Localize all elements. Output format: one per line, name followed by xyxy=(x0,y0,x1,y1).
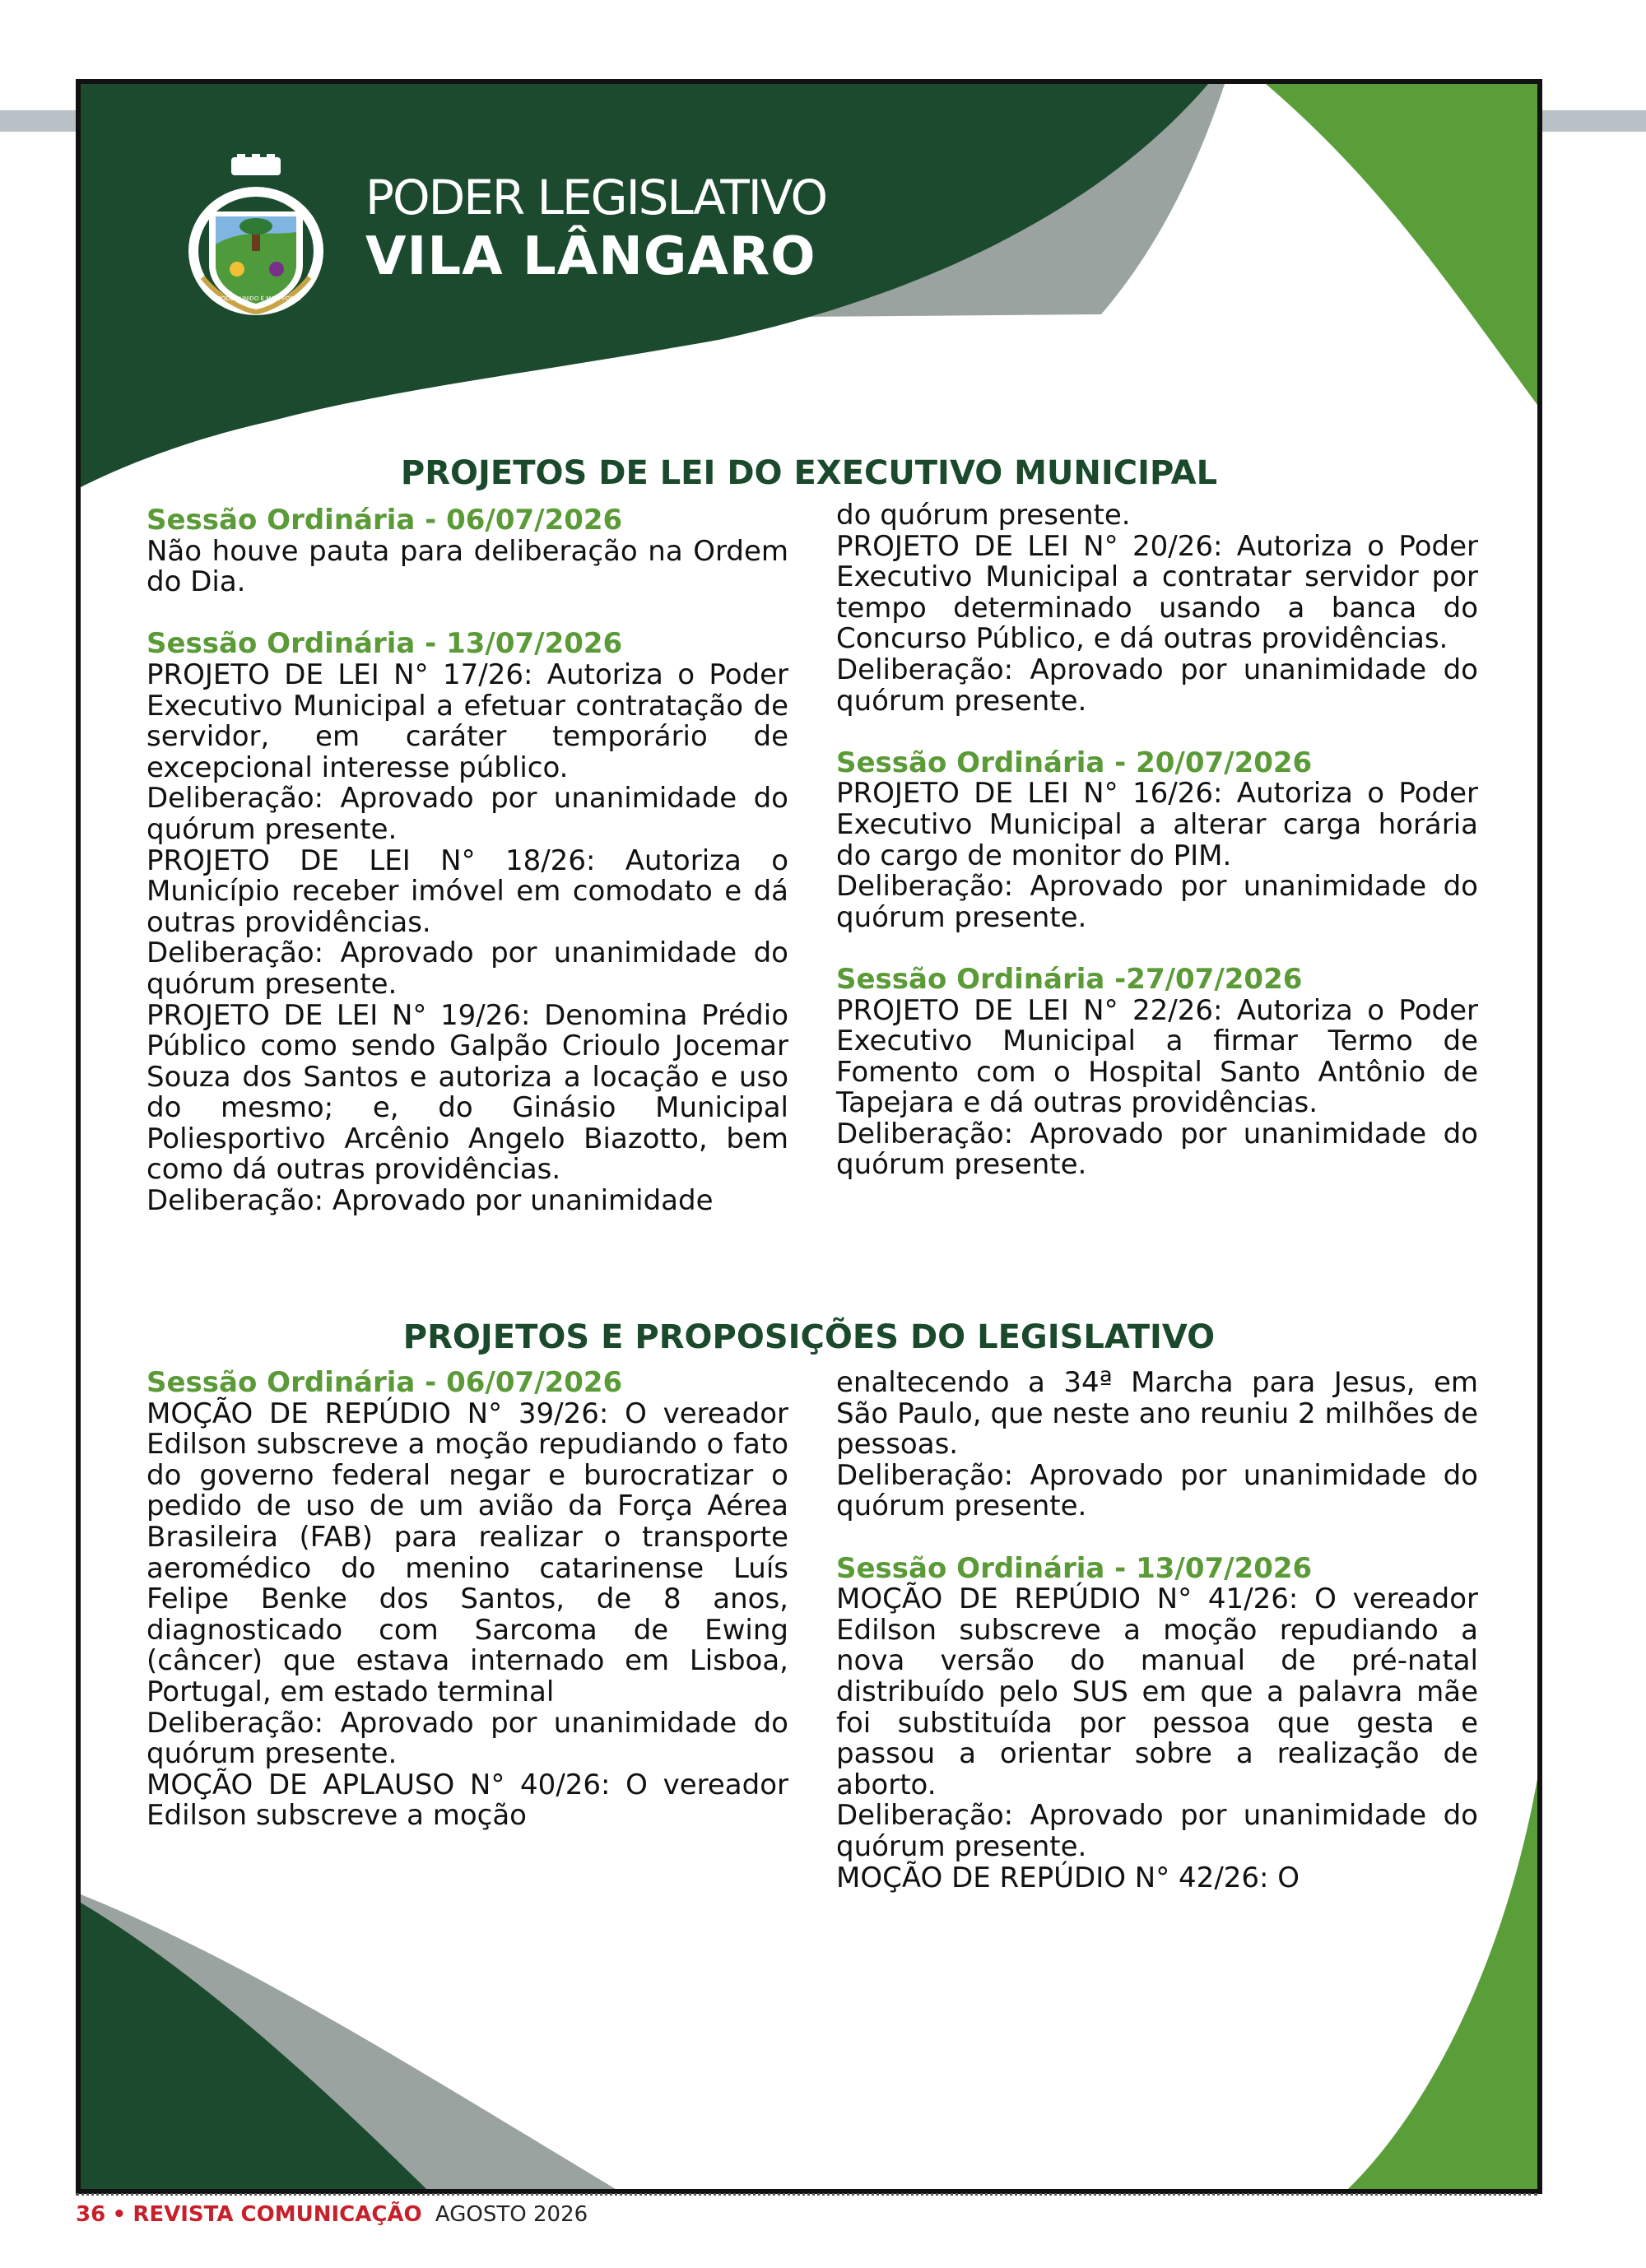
page-number: 36 xyxy=(76,2202,106,2227)
paragraph: Deliberação: Aprovado por unanimidade do quórum presente. xyxy=(836,870,1478,934)
paragraph: PROJETO DE LEI N° 19/26: Denomina Prédio Público como sendo Galpão Crioulo Jocemar Souza dos Santos e autoriza a locação e uso do mesmo; e, do Ginásio Municipal Poliesportivo Arcênio Angelo Biazotto, bem como dá outras providências. xyxy=(146,998,788,1187)
header-title-line2: VILA LÂNGARO xyxy=(365,226,816,287)
paragraph: Deliberação: Aprovado por unanimidade do quórum presente. xyxy=(836,1117,1478,1182)
section1-left-column xyxy=(146,505,788,1217)
paragraph-gap xyxy=(146,598,788,630)
session-heading: Sessão Ordinária - 06/07/2026 xyxy=(146,1366,623,1399)
paragraph: Deliberação: Aprovado por unanimidade do quórum presente. xyxy=(146,936,788,1001)
section2-title: PROJETOS E PROPOSIÇÕES DO LEGISLATIVO xyxy=(402,1318,1216,1356)
page-frame xyxy=(76,79,1542,2194)
paragraph: Não houve pauta para deliberação na Ordem do Dia. xyxy=(146,534,788,599)
paragraph-gap xyxy=(836,1522,1478,1554)
footer-dotted-rule xyxy=(76,2193,1537,2196)
paragraph: MOÇÃO DE REPÚDIO N° 39/26: O vereador Edilson subscreve a moção repudiando o fato do governo federal negar e burocratizar o pedido de uso de um avião da Força Aérea Brasileira (FAB) para realizar o transporte aeromédico do menino catarinense Luís Felipe Benke dos Santos, de 8 anos, diagnosticado com Sarcoma de Ewing (câncer) que estava internado em Lisboa, Portugal, em estado terminal xyxy=(146,1397,788,1708)
paragraph: Deliberação: Aprovado por unanimidade do quórum presente. xyxy=(836,1799,1478,1863)
paragraph: Deliberação: Aprovado por unanimidade do quórum presente. xyxy=(146,1706,788,1771)
municipal-crest-logo xyxy=(186,154,326,318)
paragraph: do quórum presente. xyxy=(836,499,1131,532)
right-grey-bar xyxy=(1534,110,1646,132)
publication-name: REVISTA COMUNICAÇÃO xyxy=(133,2202,422,2227)
paragraph: PROJETO DE LEI N° 20/26: Autoriza o Poder Executivo Municipal a contratar servidor por tempo determinado usando a banca do Concurso Público, e dá outras providências. xyxy=(836,529,1478,656)
svg-text:O PODER UNIDO É MAIS FORTE: O PODER UNIDO É MAIS FORTE xyxy=(211,295,301,302)
paragraph-gap xyxy=(836,933,1478,964)
paragraph: Deliberação: Aprovado por unanimidade do quórum presente. xyxy=(836,1458,1478,1523)
session-heading: Sessão Ordinária - 20/07/2026 xyxy=(836,746,1313,779)
session-heading: Sessão Ordinária - 13/07/2026 xyxy=(146,627,623,661)
paragraph: PROJETO DE LEI N° 16/26: Autoriza o Poder Executivo Municipal a alterar carga horária do cargo de monitor do PIM. xyxy=(836,777,1478,872)
paragraph: enaltecendo a 34ª Marcha para Jesus, em São Paulo, que neste ano reuniu 2 milhões de pessoas. xyxy=(836,1366,1478,1462)
session-heading: Sessão Ordinária - 13/07/2026 xyxy=(836,1551,1313,1585)
section2-right-column xyxy=(836,1368,1478,1894)
paragraph: Deliberação: Aprovado por unanimidade do quórum presente. xyxy=(836,653,1478,718)
paragraph: MOÇÃO DE REPÚDIO N° 41/26: O vereador Edilson subscreve a moção repudiando a nova versão do manual de pré-natal distribuído pelo SUS em que a palavra mãe foi substituída por pessoa que gesta e passou a orientar sobre a realização de aborto. xyxy=(836,1582,1478,1801)
paragraph: PROJETO DE LEI N° 17/26: Autoriza o Poder Executivo Municipal a efetuar contratação de servidor, em caráter temporário de excepcional interesse público. xyxy=(146,658,788,784)
session-heading: Sessão Ordinária -27/07/2026 xyxy=(836,962,1303,996)
section1-title: PROJETOS DE LEI DO EXECUTIVO MUNICIPAL xyxy=(400,454,1218,492)
paragraph-gap xyxy=(836,717,1478,748)
header-title-line1: PODER LEGISLATIVO xyxy=(365,170,827,225)
section1-right-column xyxy=(836,500,1478,1181)
paragraph: Deliberação: Aprovado por unanimidade do quórum presente. xyxy=(146,782,788,846)
footer-separator: • xyxy=(112,2202,127,2227)
paragraph: MOÇÃO DE REPÚDIO N° 42/26: O xyxy=(836,1861,1300,1894)
left-grey-bar xyxy=(0,110,78,132)
paragraph: PROJETO DE LEI N° 22/26: Autoriza o Poder Executivo Municipal a firmar Termo de Fomento com o Hospital Santo Antônio de Tapejara e dá outras providências. xyxy=(836,993,1478,1120)
paragraph: Deliberação: Aprovado por unanimidade xyxy=(146,1184,714,1218)
publication-month: AGOSTO 2026 xyxy=(435,2202,588,2227)
paragraph: PROJETO DE LEI N° 18/26: Autoriza o Município receber imóvel em comodato e dá outras providências. xyxy=(146,844,788,939)
paragraph: MOÇÃO DE APLAUSO N° 40/26: O vereador Edilson subscreve a moção xyxy=(146,1768,788,1833)
page-footer xyxy=(76,2202,588,2227)
section2-left-column xyxy=(146,1368,788,1832)
session-heading: Sessão Ordinária - 06/07/2026 xyxy=(146,504,623,537)
